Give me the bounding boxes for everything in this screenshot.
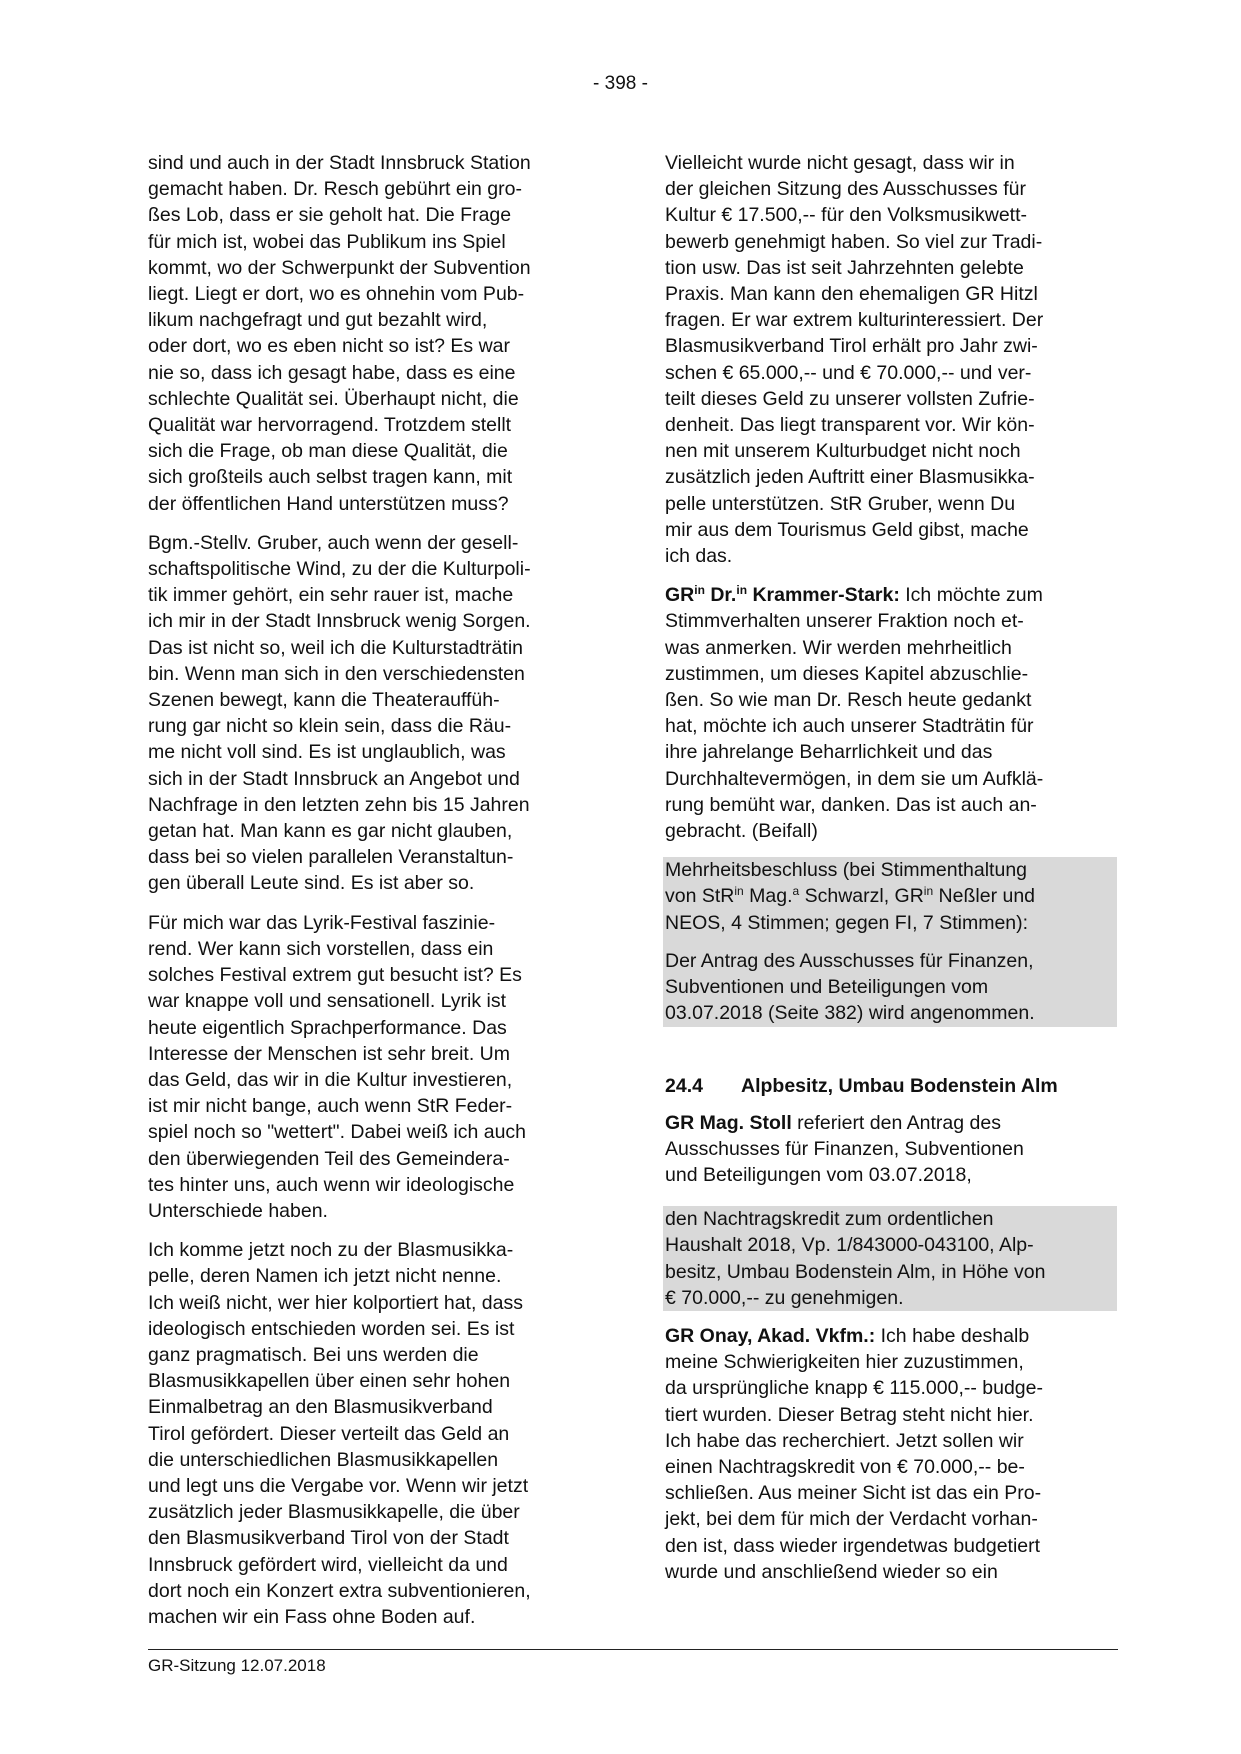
- text-line: meine Schwierigkeiten hier zuzustimmen,: [665, 1351, 1024, 1374]
- text-line: was anmerken. Wir werden mehrheitlich: [665, 636, 1012, 659]
- text-line: Durchhaltevermögen, in dem sie um Aufklä-: [665, 767, 1044, 790]
- text-line: jekt, bei dem für mich der Verdacht vorhan-: [665, 1508, 1038, 1531]
- text-line: pelle, deren Namen ich jetzt nicht nenne.: [148, 1265, 502, 1288]
- text-line: ihre jahrelange Beharrlichkeit und das: [665, 741, 993, 764]
- text-line: gemacht haben. Dr. Resch gebührt ein gro-: [148, 178, 522, 201]
- text-line: der öffentlichen Hand unterstützen muss?: [148, 492, 509, 515]
- text-line: denheit. Das liegt transparent vor. Wir kön-: [665, 414, 1035, 437]
- text-line: ideologisch entschieden worden sei. Es ist: [148, 1317, 515, 1340]
- text-line: pelle unterstützen. StR Gruber, wenn Du: [665, 492, 1016, 515]
- paragraph-left-4: [148, 1237, 608, 1630]
- text-line: Ausschusses für Finanzen, Subventionen: [665, 1137, 1024, 1160]
- text-line: bewerb genehmigt haben. So viel zur Tradi-: [665, 230, 1043, 253]
- speaker-krammer-stark: $GR^{in}$ Dr.$^{in}$ Krammer-Stark:: [665, 583, 900, 607]
- text-line: solches Festival extrem gut besucht ist? Es: [148, 964, 522, 987]
- text-line: gebracht. (Beifall): [665, 820, 818, 843]
- text-line: die unterschiedlichen Blasmusikkapellen: [148, 1448, 499, 1471]
- text-line: 03.07.2018 (Seite 382) wird angenommen.: [665, 1002, 1035, 1025]
- left-column: [148, 150, 608, 1630]
- text-line: tik immer gehört, ein sehr rauer ist, mache: [148, 584, 514, 607]
- footer-text: GR-Sitzung 12.07.2018: [148, 1656, 326, 1675]
- text-line: tes hinter uns, auch wenn wir ideologische: [148, 1173, 515, 1196]
- text-line: Für mich war das Lyrik-Festival faszinie-: [148, 911, 496, 934]
- text-line: Kultur € 17.500,-- für den Volksmusikwett-: [665, 204, 1027, 227]
- speaker-line: $GR^{in}$ Dr.$^{in}$ Krammer-Stark: Ich möchte zum: [665, 583, 1043, 607]
- motion-block: [663, 1206, 1117, 1311]
- text-line: mir aus dem Tourismus Geld gibst, mache: [665, 518, 1029, 541]
- paragraph-left-2: [148, 530, 608, 897]
- text-line: Blasmusikkapellen über einen sehr hohen: [148, 1370, 511, 1393]
- text-line: Einmalbetrag an den Blasmusikverband: [148, 1396, 493, 1419]
- section-title: Alpbesitz, Umbau Bodenstein Alm: [741, 1074, 1058, 1097]
- paragraph-right-1: [665, 150, 1115, 569]
- text-line: einen Nachtragskredit von € 70.000,-- be-: [665, 1455, 1025, 1478]
- text-line: tiert wurden. Dieser Betrag steht nicht hier.: [665, 1403, 1034, 1426]
- text-line: fragen. Er war extrem kulturinteressiert. Der: [665, 309, 1044, 332]
- text-line: und Beteiligungen vom 03.07.2018,: [665, 1163, 972, 1186]
- text-line: sich die Frage, ob man diese Qualität, die: [148, 440, 508, 463]
- paragraph-left-1: [148, 150, 608, 517]
- text-line: dort noch ein Konzert extra subventionieren,: [148, 1579, 531, 1602]
- text-line: Ich komme jetzt noch zu der Blasmusikka-: [148, 1239, 514, 1262]
- text-line: Das ist nicht so, weil ich die Kulturstadträtin: [148, 636, 523, 659]
- text-line: kommt, wo der Schwerpunkt der Subvention: [148, 256, 531, 279]
- text-line: machen wir ein Fass ohne Boden auf.: [148, 1605, 476, 1628]
- text-line: Interesse der Menschen ist sehr breit. Um: [148, 1042, 510, 1065]
- text-line: ist mir nicht bange, auch wenn StR Feder-: [148, 1095, 513, 1118]
- text-line: sind und auch in der Stadt Innsbruck Station: [148, 152, 531, 174]
- text-line: der gleichen Sitzung des Ausschusses für: [665, 178, 1026, 201]
- text-line: oder dort, wo es eben nicht so ist? Es war: [148, 335, 511, 358]
- text-line: und legt uns die Vergabe vor. Wenn wir jetzt: [148, 1474, 529, 1497]
- footer-rule: [148, 1649, 1118, 1650]
- text-line: da ursprüngliche knapp € 115.000,-- budge-: [665, 1377, 1043, 1400]
- text-line: Ich weiß nicht, wer hier kolportiert hat, dass: [148, 1291, 523, 1314]
- text-line: zusätzlich jeder Blasmusikkapelle, die über: [148, 1501, 520, 1524]
- text-line: Haushalt 2018, Vp. 1/843000-043100, Alp-: [665, 1234, 1034, 1257]
- text-line: Der Antrag des Ausschusses für Finanzen,: [665, 949, 1034, 972]
- text-line: schließen. Aus meiner Sicht ist das ein Pro-: [665, 1482, 1042, 1505]
- resolution-block: Mehrheitsbeschluss (bei Stimmenthaltung von StR$^{in}$ Mag.$^a$ Schwarzl, $GR^{in}$ Neßler und NEOS, 4 Stimmen; gegen FI, 7 Stimmen):: [663, 857, 1117, 936]
- page-number: - 398 -: [593, 73, 648, 94]
- text-line: Ich habe das recherchiert. Jetzt sollen wir: [665, 1429, 1024, 1452]
- text-line: schen € 65.000,-- und € 70.000,-- und ver-: [665, 361, 1032, 384]
- text-line: zusätzlich jeden Auftritt einer Blasmusikka-: [665, 466, 1035, 489]
- text-line: das Geld, das wir in die Kultur investieren,: [148, 1068, 513, 1091]
- text-line: me nicht voll sind. Es ist unglaublich, was: [148, 741, 506, 764]
- text-line: war knappe voll und sensationell. Lyrik ist: [148, 990, 507, 1013]
- text-line: ich mir in der Stadt Innsbruck wenig Sorgen.: [148, 610, 531, 633]
- text-line: hat, möchte ich auch unserer Stadträtin für: [665, 715, 1034, 738]
- text-line: gen überall Leute sind. Es ist aber so.: [148, 872, 475, 895]
- text-line: für mich ist, wobei das Publikum ins Spiel: [148, 230, 506, 253]
- text-line: ich das.: [665, 545, 733, 568]
- text-line: Szenen bewegt, kann die Theaterauffüh-: [148, 689, 500, 712]
- text-line: Tirol gefördert. Dieser verteilt das Geld an: [148, 1422, 510, 1445]
- text-line: heute eigentlich Sprachperformance. Das: [148, 1016, 507, 1039]
- text-line: nen mit unserem Kulturbudget nicht noch: [665, 440, 1021, 463]
- paragraph-right-4: GR Onay, Akad. Vkfm.: Ich habe deshalb meine Schwierigkeiten hier zuzustimmen, da ursprüngliche knapp € 115.000,-- budge- tiert wurden. Dieser Betrag steht nicht hier. Ich habe das recherchiert. Jetzt sollen wir einen Nachtragskredit von € 70.000,-- be- schließen. Aus meiner Sicht ist das ein Pro- jekt, bei dem für mich der Verdacht vorhan- den ist, dass wieder irgendetwas budgetiert wurde und anschließend wieder so ein: [665, 1323, 1115, 1585]
- text-line: zustimmen, um dieses Kapitel abzuschlie-: [665, 662, 1029, 685]
- text-line: den Nachtragskredit zum ordentlichen: [665, 1208, 994, 1231]
- text-line: Innsbruck gefördert wird, vielleicht da und: [148, 1553, 508, 1576]
- paragraph-left-3: [148, 910, 608, 1224]
- section-heading: [665, 1073, 1115, 1099]
- text-line: dass bei so vielen parallelen Veranstaltun-: [148, 846, 514, 869]
- text-line: tion usw. Das ist seit Jahrzehnten gelebte: [665, 256, 1024, 279]
- resolution-body: [663, 948, 1117, 1027]
- text-line: Subventionen und Beteiligungen vom: [665, 976, 989, 999]
- text-line: nie so, dass ich gesagt habe, dass es eine: [148, 361, 516, 384]
- right-column: [665, 150, 1115, 1585]
- text-line: wurde und anschließend wieder so ein: [665, 1560, 998, 1583]
- text-line: rend. Wer kann sich vorstellen, dass ein: [148, 937, 494, 960]
- text-line: rung gar nicht so klein sein, dass die Räu-: [148, 715, 512, 738]
- text-line: den Blasmusikverband Tirol von der Stadt: [148, 1527, 509, 1550]
- text-line: Blasmusikverband Tirol erhält pro Jahr zwi-: [665, 335, 1038, 358]
- text-line: Bgm.-Stellv. Gruber, auch wenn der gesell-: [148, 531, 519, 554]
- text-line: sich in der Stadt Innsbruck an Angebot und: [148, 767, 520, 790]
- text-line: liegt. Liegt er dort, wo es ohnehin vom Pub-: [148, 283, 525, 306]
- speaker-onay: GR Onay, Akad. Vkfm.:: [665, 1324, 876, 1347]
- text-line: rung bemüht war, danken. Das ist auch an-: [665, 793, 1037, 816]
- text-line: spiel noch so "wettert". Dabei weiß ich auch: [148, 1121, 527, 1144]
- section-number: 24.4: [665, 1074, 703, 1097]
- text-line: Stimmverhalten unserer Fraktion noch et-: [665, 610, 1024, 633]
- paragraph-right-3: GR Mag. Stoll referiert den Antrag des Ausschusses für Finanzen, Subventionen und Beteiligungen vom 03.07.2018,: [665, 1110, 1115, 1189]
- text-line: ßes Lob, dass er sie geholt hat. Die Frage: [148, 204, 512, 227]
- text-line: den überwiegenden Teil des Gemeindera-: [148, 1147, 510, 1170]
- text-line: Qualität war hervorragend. Trotzdem stellt: [148, 414, 512, 437]
- text-line: Vielleicht wurde nicht gesagt, dass wir in: [665, 152, 1015, 174]
- text-line: Unterschiede haben.: [148, 1199, 328, 1222]
- text-line: ganz pragmatisch. Bei uns werden die: [148, 1343, 479, 1366]
- text-line: getan hat. Man kann es gar nicht glauben,: [148, 820, 513, 843]
- text-line: bin. Wenn man sich in den verschiedensten: [148, 662, 525, 685]
- text-line: Praxis. Man kann den ehemaligen GR Hitzl: [665, 283, 1038, 306]
- text-line: ßen. So wie man Dr. Resch heute gedankt: [665, 689, 1032, 712]
- text-line: besitz, Umbau Bodenstein Alm, in Höhe von: [665, 1260, 1046, 1283]
- text-line: den ist, dass wieder irgendetwas budgetiert: [665, 1534, 1041, 1557]
- text-line: € 70.000,-- zu genehmigen.: [665, 1286, 904, 1309]
- text-line: schaftspolitische Wind, zu der die Kulturpoli-: [148, 558, 531, 581]
- text-line: sich großteils auch selbst tragen kann, mit: [148, 466, 513, 489]
- text-line: likum nachgefragt und gut bezahlt wird,: [148, 309, 488, 332]
- text-line: Nachfrage in den letzten zehn bis 15 Jahren: [148, 793, 530, 816]
- speaker-stoll: GR Mag. Stoll: [665, 1111, 792, 1134]
- text-line: schlechte Qualität sei. Überhaupt nicht, die: [148, 387, 519, 410]
- paragraph-right-2: [665, 582, 1115, 844]
- text-line: teilt dieses Geld zu unserer vollsten Zufrie-: [665, 387, 1035, 410]
